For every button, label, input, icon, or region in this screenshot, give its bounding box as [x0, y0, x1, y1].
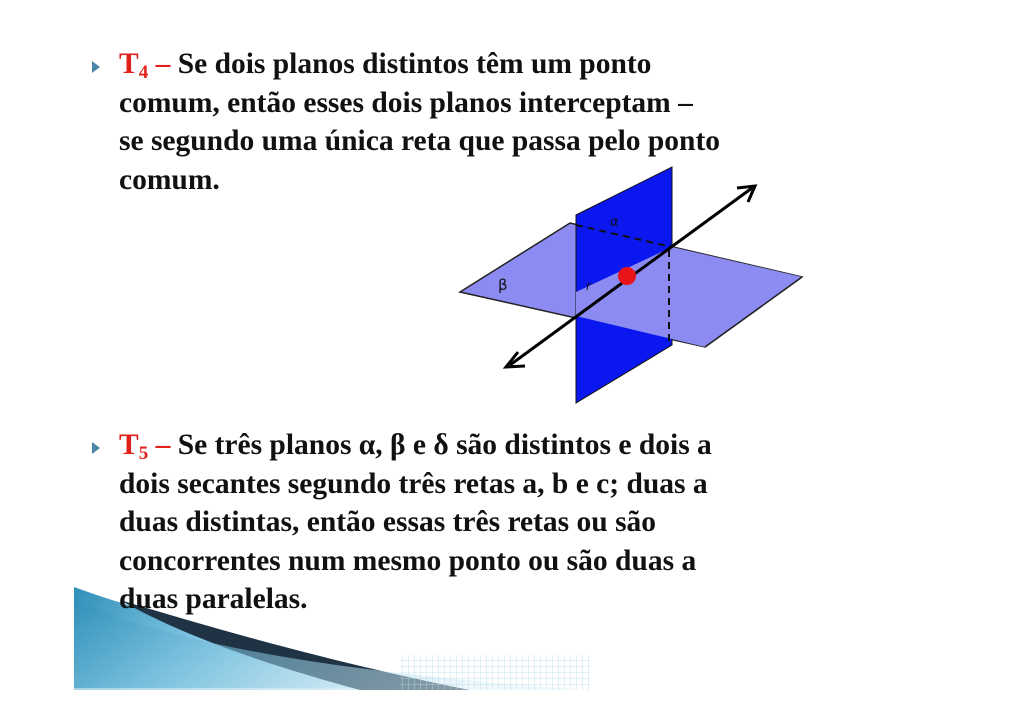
theorem-5-label: $T_5$ –: [119, 429, 171, 464]
theorem-5-line-2: dois secantes segundo três retas a, b e c; duas a: [119, 467, 708, 500]
common-point: [618, 267, 636, 285]
plane-beta-label: β: [498, 276, 508, 294]
line-r-label: r: [586, 279, 591, 293]
theorem-5-line-3: duas distintas, então essas três retas ou são: [119, 506, 657, 538]
theorem-5-line-4: concorrentes num mesmo ponto ou são duas a: [119, 544, 697, 577]
bullet-arrow-icon: [92, 442, 100, 454]
theorem-4-label: $T_4$ –: [119, 48, 171, 83]
theorem-5-text: [119, 426, 712, 619]
theorem-4-line-4: comum.: [119, 163, 220, 196]
theorem-4-line-3: se segundo uma única reta que passa pelo ponto: [119, 125, 721, 157]
theorem-5-line-5: duas paralelas.: [119, 583, 308, 615]
theorem-5-line-1: $T_5$ – Se três planos α, β e δ são distintos e dois a: [119, 429, 712, 464]
theorem-4-line-1: $T_4$ – Se dois planos distintos têm um ponto: [119, 48, 652, 83]
plane-alpha-label: α: [610, 215, 619, 230]
theorem-4-line-2: comum, então esses dois planos interceptam –: [119, 86, 693, 119]
